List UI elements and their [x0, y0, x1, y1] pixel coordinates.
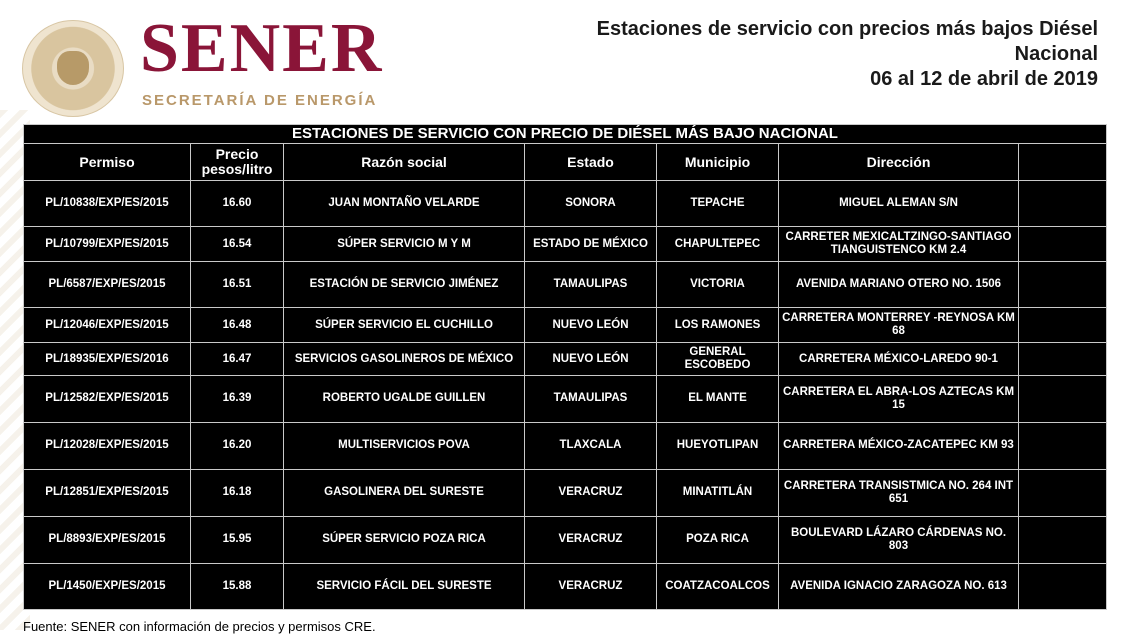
col-header-permiso: Permiso — [24, 144, 191, 181]
cell-razon-social: SÚPER SERVICIO EL CUCHILLO — [284, 308, 525, 343]
cell-estado: NUEVO LEÓN — [525, 343, 657, 376]
table-row — [24, 563, 1107, 609]
cell-estado: TLAXCALA — [525, 422, 657, 469]
cell-municipio: LOS RAMONES — [657, 308, 779, 343]
cell-empty — [1019, 469, 1107, 516]
cell-precio: 16.20 — [191, 422, 284, 469]
cell-municipio: VICTORIA — [657, 262, 779, 308]
cell-razon-social: GASOLINERA DEL SURESTE — [284, 469, 525, 516]
cell-precio: 15.88 — [191, 563, 284, 609]
cell-empty — [1019, 262, 1107, 308]
cell-estado: VERACRUZ — [525, 516, 657, 563]
table-row — [24, 343, 1107, 376]
cell-permiso: PL/12851/EXP/ES/2015 — [24, 469, 191, 516]
cell-municipio: COATZACOALCOS — [657, 563, 779, 609]
table-row — [24, 376, 1107, 422]
cell-razon-social: SÚPER SERVICIO POZA RICA — [284, 516, 525, 563]
cell-municipio: CHAPULTEPEC — [657, 227, 779, 262]
cell-municipio: POZA RICA — [657, 516, 779, 563]
cell-permiso: PL/18935/EXP/ES/2016 — [24, 343, 191, 376]
col-header-precio-line2: pesos/litro — [201, 161, 273, 177]
cell-estado: TAMAULIPAS — [525, 376, 657, 422]
cell-empty — [1019, 181, 1107, 227]
cell-razon-social: MULTISERVICIOS POVA — [284, 422, 525, 469]
cell-direccion: CARRETERA EL ABRA-LOS AZTECAS KM 15 — [779, 376, 1019, 422]
cell-municipio: GENERAL ESCOBEDO — [657, 343, 779, 376]
table-row — [24, 181, 1107, 227]
cell-direccion: MIGUEL ALEMAN S/N — [779, 181, 1019, 227]
cell-permiso: PL/6587/EXP/ES/2015 — [24, 262, 191, 308]
cell-direccion: AVENIDA IGNACIO ZARAGOZA NO. 613 — [779, 563, 1019, 609]
cell-razon-social: SERVICIO FÁCIL DEL SURESTE — [284, 563, 525, 609]
cell-precio: 16.48 — [191, 308, 284, 343]
col-header-municipio: Municipio — [657, 144, 779, 181]
cell-municipio: TEPACHE — [657, 181, 779, 227]
logo-title: SENER — [140, 10, 384, 87]
cell-precio: 16.39 — [191, 376, 284, 422]
cell-empty — [1019, 308, 1107, 343]
cell-direccion: CARRETERA MÉXICO-ZACATEPEC KM 93 — [779, 422, 1019, 469]
cell-empty — [1019, 227, 1107, 262]
table-row — [24, 422, 1107, 469]
col-header-precio-line1: Precio — [215, 146, 259, 162]
cell-direccion: AVENIDA MARIANO OTERO NO. 1506 — [779, 262, 1019, 308]
cell-permiso: PL/12046/EXP/ES/2015 — [24, 308, 191, 343]
cell-precio: 16.47 — [191, 343, 284, 376]
cell-estado: VERACRUZ — [525, 563, 657, 609]
cell-permiso: PL/10838/EXP/ES/2015 — [24, 181, 191, 227]
cell-estado: TAMAULIPAS — [525, 262, 657, 308]
cell-estado: NUEVO LEÓN — [525, 308, 657, 343]
cell-razon-social: ROBERTO UGALDE GUILLEN — [284, 376, 525, 422]
cell-precio: 15.95 — [191, 516, 284, 563]
cell-direccion: CARRETERA MONTERREY -REYNOSA KM 68 — [779, 308, 1019, 343]
cell-municipio: HUEYOTLIPAN — [657, 422, 779, 469]
cell-direccion: BOULEVARD LÁZARO CÁRDENAS NO. 803 — [779, 516, 1019, 563]
table-row — [24, 516, 1107, 563]
column-headers — [24, 144, 1107, 181]
stations-table-container — [23, 124, 1106, 610]
cell-empty — [1019, 563, 1107, 609]
cell-razon-social: JUAN MONTAÑO VELARDE — [284, 181, 525, 227]
table-row — [24, 227, 1107, 262]
cell-empty — [1019, 422, 1107, 469]
table-row — [24, 469, 1107, 516]
cell-permiso: PL/12028/EXP/ES/2015 — [24, 422, 191, 469]
col-header-estado: Estado — [525, 144, 657, 181]
col-header-empty — [1019, 144, 1107, 181]
cell-direccion: CARRETERA TRANSISTMICA NO. 264 INT 651 — [779, 469, 1019, 516]
cell-permiso: PL/12582/EXP/ES/2015 — [24, 376, 191, 422]
cell-estado: VERACRUZ — [525, 469, 657, 516]
cell-municipio: MINATITLÁN — [657, 469, 779, 516]
cell-empty — [1019, 343, 1107, 376]
cell-direccion: CARRETER MEXICALTZINGO-SANTIAGO TIANGUISTENCO KM 2.4 — [779, 227, 1019, 262]
cell-precio: 16.18 — [191, 469, 284, 516]
heading-line-2: Nacional — [1014, 43, 1098, 65]
cell-razon-social: ESTACIÓN DE SERVICIO JIMÉNEZ — [284, 262, 525, 308]
col-header-razon-social: Razón social — [284, 144, 525, 181]
cell-estado: SONORA — [525, 181, 657, 227]
page-heading — [597, 17, 1098, 92]
col-header-precio — [191, 144, 284, 181]
cell-municipio: EL MANTE — [657, 376, 779, 422]
cell-permiso: PL/10799/EXP/ES/2015 — [24, 227, 191, 262]
cell-razon-social: SÚPER SERVICIO M Y M — [284, 227, 525, 262]
heading-line-3: 06 al 12 de abril de 2019 — [870, 68, 1098, 90]
cell-precio: 16.54 — [191, 227, 284, 262]
cell-permiso: PL/8893/EXP/ES/2015 — [24, 516, 191, 563]
table-title: ESTACIONES DE SERVICIO CON PRECIO DE DIÉSEL MÁS BAJO NACIONAL — [24, 125, 1107, 144]
col-header-direccion: Dirección — [779, 144, 1019, 181]
table-row — [24, 308, 1107, 343]
cell-estado: ESTADO DE MÉXICO — [525, 227, 657, 262]
heading-line-1: Estaciones de servicio con precios más bajos Diésel — [596, 18, 1098, 40]
table-row — [24, 262, 1107, 308]
cell-empty — [1019, 376, 1107, 422]
cell-direccion: CARRETERA MÉXICO-LAREDO 90-1 — [779, 343, 1019, 376]
stations-table — [23, 124, 1107, 610]
cell-empty — [1019, 516, 1107, 563]
cell-razon-social: SERVICIOS GASOLINEROS DE MÉXICO — [284, 343, 525, 376]
source-footnote: Fuente: SENER con información de precios y permisos CRE. — [23, 619, 376, 634]
cell-permiso: PL/1450/EXP/ES/2015 — [24, 563, 191, 609]
cell-precio: 16.51 — [191, 262, 284, 308]
logo-subtitle: SECRETARÍA DE ENERGÍA — [142, 92, 378, 109]
national-seal-logo — [22, 20, 124, 117]
cell-precio: 16.60 — [191, 181, 284, 227]
